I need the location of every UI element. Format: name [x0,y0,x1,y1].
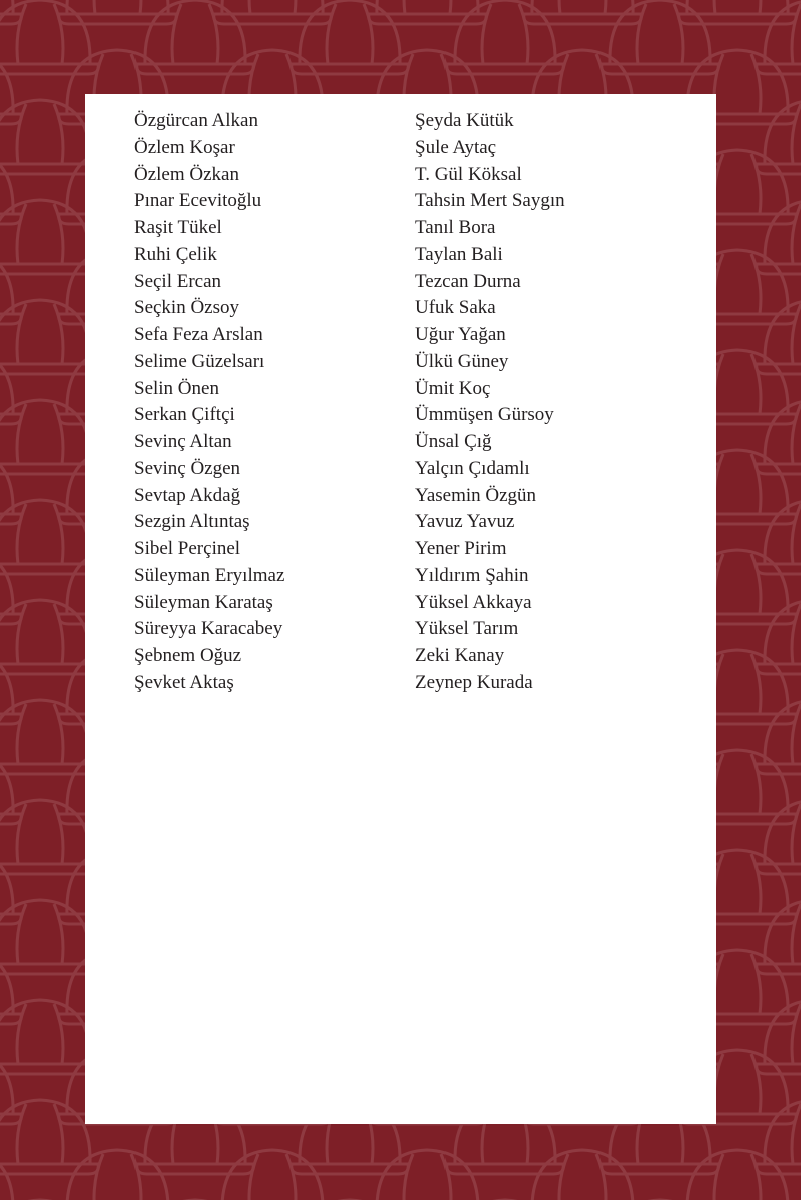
name-item: Şule Aytaç [415,136,497,158]
name-item: Ümit Koç [415,377,491,399]
name-item: Şevket Aktaş [134,671,234,693]
name-item: Zeki Kanay [415,645,505,666]
name-item: Yasemin Özgün [415,484,537,506]
name-item: Seçkin Özsoy [134,297,240,319]
name-item: Süreyya Karacabey [134,618,283,640]
name-item: Yener Pirim [415,538,507,559]
name-item: Serkan Çiftçi [134,404,235,426]
name-item: Taylan Bali [415,243,503,265]
name-item: Sevinç Altan [134,431,232,452]
name-item: Raşit Tükel [134,217,222,238]
name-item: Yavuz Yavuz [415,511,515,533]
name-item: Şebnem Oğuz [134,645,242,666]
name-item: Selime Güzelsarı [134,350,265,372]
name-item: Ruhi Çelik [134,243,217,265]
name-item: Özlem Özkan [134,163,239,185]
name-item: Seçil Ercan [134,270,222,292]
names-column-right [415,108,565,697]
name-item: Sevtap Akdağ [134,484,241,506]
name-item: Ülkü Güney [415,350,509,372]
name-item: Zeynep Kurada [415,671,533,693]
name-item: Özlem Koşar [134,136,235,158]
name-item: Sibel Perçinel [134,538,241,559]
name-item: Sezgin Altıntaş [134,511,250,533]
name-item: Süleyman Karataş [134,591,273,613]
name-item: Yüksel Tarım [415,618,519,640]
name-item: Ümmüşen Gürsoy [415,404,554,426]
name-item: Yıldırım Şahin [415,564,529,586]
name-item: Sevinç Özgen [134,457,241,479]
name-item: Ünsal Çığ [415,431,492,452]
name-item: Tanıl Bora [415,217,496,238]
name-item: Yalçın Çıdamlı [415,457,530,479]
names-column-left [134,108,284,697]
name-item: Tezcan Durna [415,270,521,292]
name-item: Selin Önen [134,377,219,399]
name-item: Şeyda Kütük [415,110,514,131]
name-item: Tahsin Mert Saygın [415,190,565,212]
name-item: Ufuk Saka [415,297,496,319]
name-item: Süleyman Eryılmaz [134,564,285,586]
name-item: Pınar Ecevitoğlu [134,190,262,212]
name-item: Özgürcan Alkan [134,110,258,131]
name-item: Uğur Yağan [415,324,506,345]
name-item: Sefa Feza Arslan [134,324,263,345]
name-item: T. Gül Köksal [415,163,522,185]
name-item: Yüksel Akkaya [415,591,532,613]
